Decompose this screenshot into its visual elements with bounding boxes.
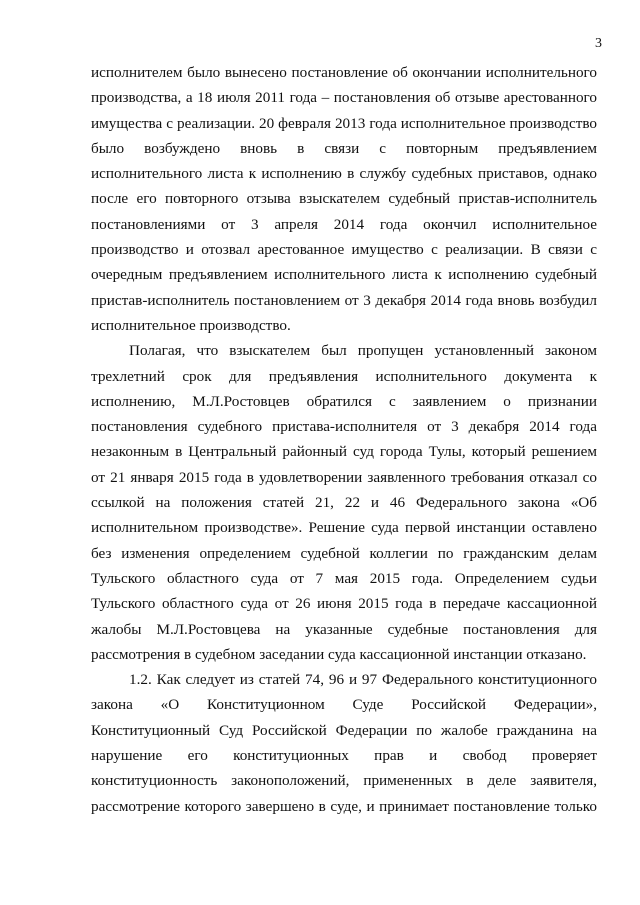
text-line: исполнению, М.Л.Ростовцев обратился с заявлением о признании [91, 392, 597, 410]
text-line: рассмотрения в судебном заседании суда кассационной инстанции отказано. [91, 645, 587, 663]
text-line: имущества с реализации. 20 февраля 2013 года исполнительное производство [91, 114, 597, 132]
text-line: исполнительного листа к исполнению в службу судебных приставов, однако [91, 165, 597, 183]
paragraph-2 [91, 338, 597, 667]
document-body [91, 60, 597, 819]
text-line: ссылкой на положения статей 21, 22 и 46 Федерального закона «Об [91, 494, 597, 512]
page-number: 3 [595, 36, 602, 51]
text-line: исполнительном производстве». Решение суда первой инстанции оставлено [91, 519, 597, 537]
text-line: пристав-исполнитель постановлением от 3 декабря 2014 года вновь возбудил [91, 291, 597, 309]
text-line: Полагая, что взыскателем был пропущен установленный законом [129, 342, 597, 360]
text-line: от 21 января 2015 года в удовлетворении заявленного требования отказал со [91, 468, 597, 486]
text-line: незаконным в Центральный районный суд города Тулы, который решением [91, 443, 597, 461]
text-line: исполнительное производство. [91, 316, 291, 334]
text-line: Конституционный Суд Российской Федерации по жалобе гражданина на [91, 721, 597, 739]
text-line: производства, а 18 июля 2011 года – постановления об отзыве арестованного [91, 89, 597, 107]
text-line: постановления судебного пристава-исполнителя от 3 декабря 2014 года [91, 418, 597, 436]
text-line: Тульского областного суда от 7 мая 2015 года. Определением судьи [91, 569, 597, 587]
text-line: жалобы М.Л.Ростовцева на указанные судебные постановления для [91, 620, 597, 638]
text-line: исполнителем было вынесено постановление об окончании исполнительного [91, 64, 597, 81]
text-line: без изменения определением судебной коллегии по гражданским делам [91, 544, 597, 562]
paragraph-3 [91, 667, 597, 819]
text-line: 1.2. Как следует из статей 74, 96 и 97 Федерального конституционного [129, 671, 597, 689]
text-line: рассмотрение которого завершено в суде, и принимает постановление только [91, 797, 597, 815]
text-line: производство и отозвал арестованное имущество с реализации. В связи с [91, 241, 597, 259]
text-line: после его повторного отзыва взыскателем судебный пристав-исполнитель [91, 190, 597, 208]
text-line: конституционность законоположений, примененных в деле заявителя, [91, 772, 597, 790]
text-line: закона «О Конституционном Суде Российской Федерации», [91, 696, 597, 714]
paragraph-1 [91, 60, 597, 338]
text-line: очередным предъявлением исполнительного листа к исполнению судебный [91, 266, 597, 284]
text-line: трехлетний срок для предъявления исполнительного документа к [91, 367, 597, 385]
text-line: постановлениями от 3 апреля 2014 года окончил исполнительное [91, 215, 597, 233]
text-line: нарушение его конституционных прав и свобод проверяет [91, 747, 597, 765]
text-line: Тульского областного суда от 26 июня 2015 года в передаче кассационной [91, 595, 597, 613]
text-line: было возбуждено вновь в связи с повторным предъявлением [91, 139, 597, 157]
